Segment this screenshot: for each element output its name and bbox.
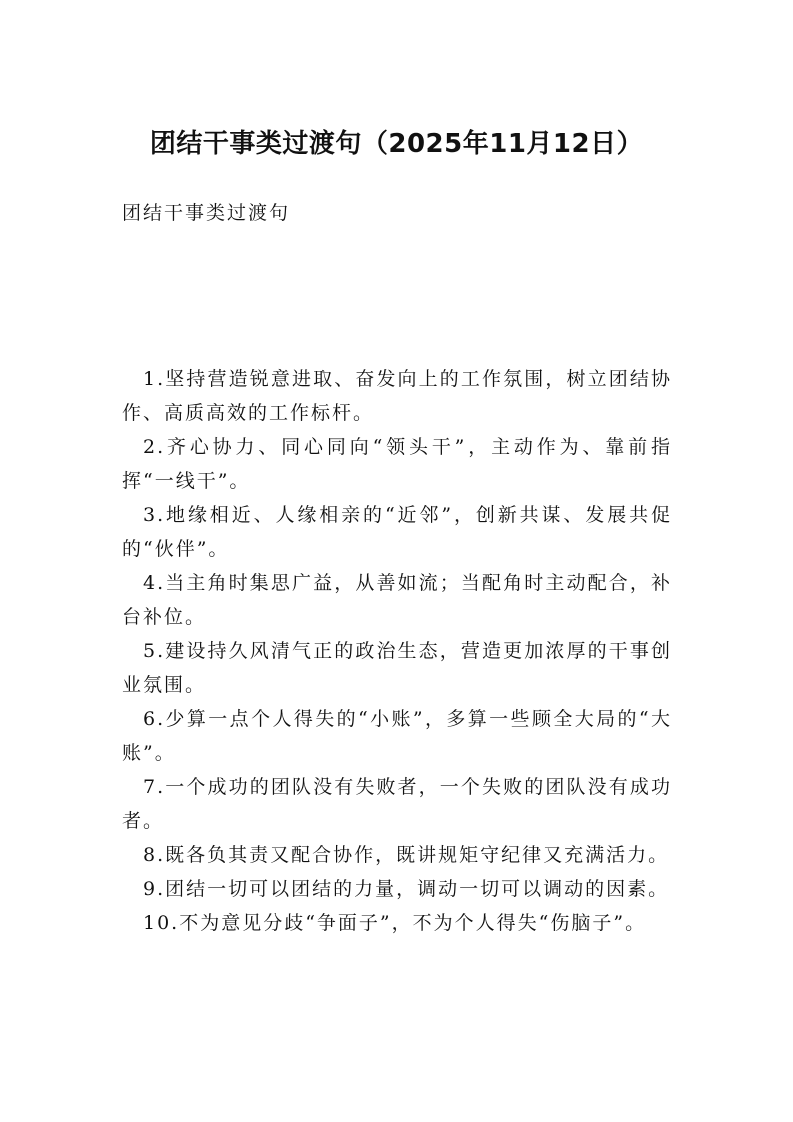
paragraph-5: 5.建设持久风清气正的政治生态，营造更加浓厚的干事创业氛围。 — [122, 640, 672, 696]
paragraph-4: 4.当主角时集思广益，从善如流；当配角时主动配合，补台补位。 — [122, 572, 672, 628]
paragraph-10: 10.不为意见分歧“争面子”，不为个人得失“伤脑子”。 — [143, 912, 647, 934]
paragraph-9: 9.团结一切可以团结的力量，调动一切可以调动的因素。 — [143, 878, 670, 900]
document-title: 团结干事类过渡句（2025年11月12日） — [149, 129, 644, 159]
paragraph-7: 7.一个成功的团队没有失败者，一个失败的团队没有成功者。 — [122, 776, 672, 832]
paragraph-1: 1.坚持营造锐意进取、奋发向上的工作氛围，树立团结协作、高质高效的工作标杆。 — [122, 368, 672, 424]
document-body — [122, 362, 672, 940]
paragraph-6: 6.少算一点个人得失的“小账”，多算一些顾全大局的“大账”。 — [122, 708, 672, 764]
paragraph-8: 8.既各负其责又配合协作，既讲规矩守纪律又充满活力。 — [143, 844, 670, 866]
paragraph-3: 3.地缘相近、人缘相亲的“近邻”，创新共谋、发展共促的“伙伴”。 — [122, 504, 672, 560]
document-subtitle: 团结干事类过渡句 — [122, 202, 291, 224]
paragraph-2: 2.齐心协力、同心同向“领头干”，主动作为、靠前指挥“一线干”。 — [122, 436, 672, 492]
